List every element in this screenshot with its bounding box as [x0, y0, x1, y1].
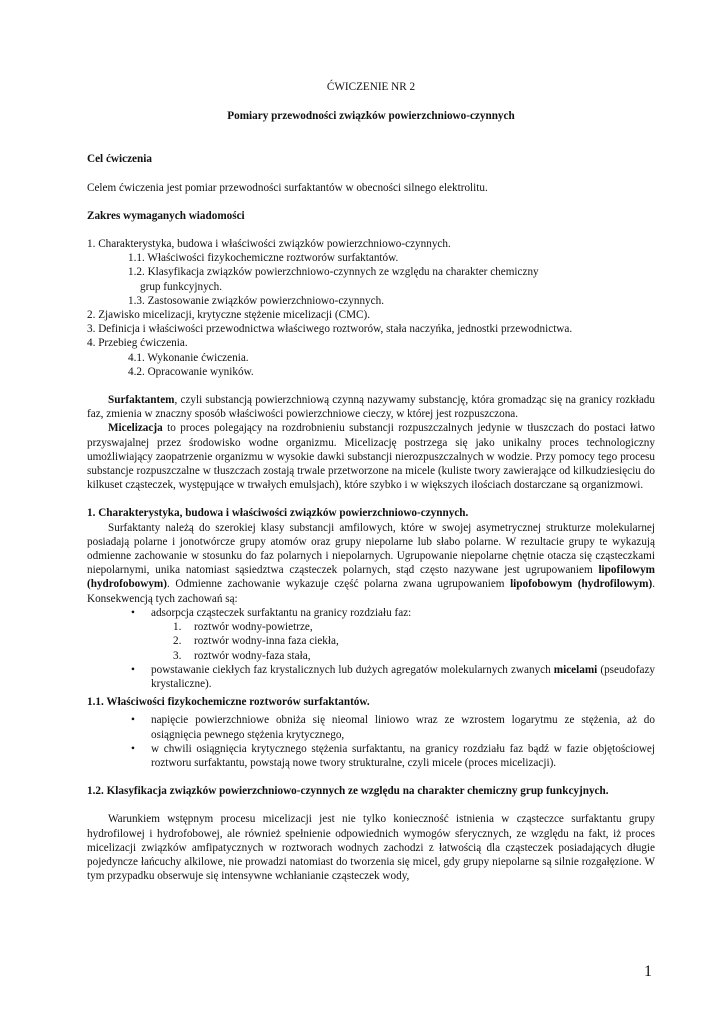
scope-item-4-2: 4.2. Opracowanie wyników.: [128, 365, 254, 378]
bullet-icon: •: [131, 742, 135, 755]
bullet-icon: •: [131, 606, 135, 619]
document-page: [87, 80, 655, 883]
bullet-surface-tension-text: napięcie powierzchniowe obniża się nieomal liniowo wraz ze wzrostem logarytmu ze stężenia, aż do osiągnięcia pewnego stężenia krytycznego,: [151, 714, 655, 741]
sub-item-number: 1.: [173, 621, 182, 634]
intro-paragraph-surfactant: [87, 393, 655, 421]
goal-heading: Cel ćwiczenia: [87, 153, 152, 166]
document-subtitle: Pomiary przewodności związków powierzchniowo-czynnych: [227, 110, 515, 123]
term-surfactant: Surfaktantem: [108, 394, 175, 407]
sub-item-number: 3.: [173, 649, 182, 662]
scope-item-1: 1. Charakterystyka, budowa i właściwości związków powierzchniowo-czynnych.: [87, 238, 451, 251]
scope-item-4-1: 4.1. Wykonanie ćwiczenia.: [128, 351, 249, 364]
sub-item-text: roztwór wodny-faza stała,: [194, 649, 311, 662]
section-1-paragraph: [87, 521, 655, 606]
term-micellization: Micelizacja: [108, 422, 163, 435]
bullet-micelles: [87, 663, 655, 691]
intro-paragraph-micellization: [87, 421, 655, 492]
bullet-critical-concentration: [87, 742, 655, 770]
section-1-text-a: Surfaktanty należą do szerokiej klasy substancji amfilowych, które w swojej asymetrycznej strukturze molekularnej posiadają polarne i jonotwórcze grupy atomów oraz grupy niepolarne lub słabo polarne. W rezultacie grupy te wykazują odmienne zachowanie w stosunku do faz polarnych i niepolarnych. Ugrupowanie niepolarne chętnie otacza się cząsteczkami niepolarnymi, unika natomiast sąsiedztwa cząsteczek polarnych, stąd często nazywane jest ugrupowaniem: [87, 521, 655, 577]
scope-item-1-2: 1.2. Klasyfikacja związków powierzchniowo-czynnych ze względu na charakter chemiczny: [128, 266, 539, 279]
section-1-1-heading: 1.1. Właściwości fizykochemiczne roztworów surfaktantów.: [87, 696, 370, 709]
scope-list: [87, 237, 655, 379]
section-1-2-heading: 1.2. Klasyfikacja związków powierzchniowo-czynnych ze względu na charakter chemiczny grup funkcyjnych.: [87, 785, 609, 798]
term-lipophilic: lipofilowym (hydrofobowym): [87, 564, 655, 591]
bullet-micelles-text-b: (pseudofazy krystaliczne).: [151, 663, 656, 690]
scope-heading: Zakres wymaganych wiadomości: [87, 209, 245, 222]
document-title: ĆWICZENIE NR 2: [326, 81, 416, 93]
bullet-icon: •: [131, 663, 135, 676]
scope-item-4: 4. Przebieg ćwiczenia.: [87, 337, 188, 350]
scope-item-1-2-cont: grup funkcyjnych.: [140, 280, 223, 293]
term-micelles: micelami: [553, 663, 598, 676]
page-number: 1: [644, 963, 652, 980]
scope-item-1-1: 1.1. Właściwości fizykochemiczne roztworów surfaktantów.: [128, 252, 399, 265]
section-1-text-b: . Odmienne zachowanie wykazuje część polarna zwana ugrupowaniem: [166, 578, 511, 591]
micellization-definition: to proces polegający na rozdrobnieniu substancji rozpuszczalnych jedynie w tłuszczach do postaci łatwo przyswajalnej przez środowisko wodne organizmu. Micelizację postrzega się jako unikalny proces technologiczny umożliwiający zaopatrzenie organizmu w wysokie dawki substancji nierozpuszczalnych w wodzie. Przy pomocy tego procesu substancje rozpuszczalne w tłuszczach zostają trwale przetworzone na micele (kuliste twory zawierające od kilkudziesięciu do kilkuset cząsteczek, występujące w trwałych emulsjach), które szybko i w większych ilościach dostarczane są organizmowi.: [87, 422, 655, 492]
section-1-text-c: . Konsekwencją tych zachowań są:: [87, 578, 655, 605]
sub-item-text: roztwór wodny-powietrze,: [194, 621, 313, 634]
sub-item-3: [87, 649, 655, 663]
bullet-micelles-text-a: powstawanie ciekłych faz krystalicznych lub dużych agregatów molekularnych zwanych: [151, 663, 554, 676]
bullet-critical-concentration-text: w chwili osiągnięcia krytycznego stężenia surfaktantu, na granicy rozdziału faz bądź w fazie objętościowej roztworu surfaktantu, powstają nowe twory strukturalne, czyli micele (proces micelizacji).: [151, 742, 655, 769]
sub-item-2: [87, 634, 655, 648]
bullet-adsorption-text: adsorpcja cząsteczek surfaktantu na granicy rozdziału faz:: [151, 606, 412, 619]
scope-item-3: 3. Definicja i właściwości przewodnictwa właściwego roztworów, stała naczyńka, jednostki przewodnictwa.: [87, 323, 573, 336]
section-1-2-paragraph: Warunkiem wstępnym procesu micelizacji jest nie tylko konieczność istnienia w cząsteczce surfaktantu grupy hydrofilowej i hydrofobowej, ale również spełnienie odpowiednich wymogów sferycznych, ze względu na fakt, iż proces micelizacji związków amfipatycznych w roztworach wodnych zachodzi z łatwością dla cząsteczek posiadających długie pojedyncze łańcuchy alkilowe, nie prowadzi natomiast do tworzenia się micel, gdy grupy niepolarne są silnie rozgałęzione. W tym przypadku obserwuje się intensywne wchłanianie cząsteczek wody,: [87, 813, 655, 883]
scope-item-2: 2. Zjawisko micelizacji, krytyczne stężenie micelizacji (CMC).: [87, 309, 370, 322]
sub-item-text: roztwór wodny-inna faza ciekła,: [194, 635, 339, 648]
scope-item-1-3: 1.3. Zastosowanie związków powierzchniowo-czynnych.: [128, 294, 384, 307]
bullet-icon: •: [131, 714, 135, 727]
goal-text: Celem ćwiczenia jest pomiar przewodności surfaktantów w obecności silnego elektrolitu.: [87, 181, 488, 194]
sub-item-number: 2.: [173, 635, 182, 648]
bullet-adsorption: [87, 606, 655, 620]
sub-item-1: [87, 620, 655, 634]
bullet-surface-tension: [87, 713, 655, 741]
term-lipophobic: lipofobowym (hydrofilowym): [510, 578, 653, 591]
surfactant-definition: , czyli substancją powierzchniową czynną nazywamy substancję, która gromadząc się na granicy rozkładu faz, zmienia w znaczny sposób właściwości powierzchniowe cieczy, w której jest rozpuszczona.: [87, 394, 655, 421]
section-1-heading: 1. Charakterystyka, budowa i właściwości związków powierzchniowo-czynnych.: [87, 507, 469, 520]
